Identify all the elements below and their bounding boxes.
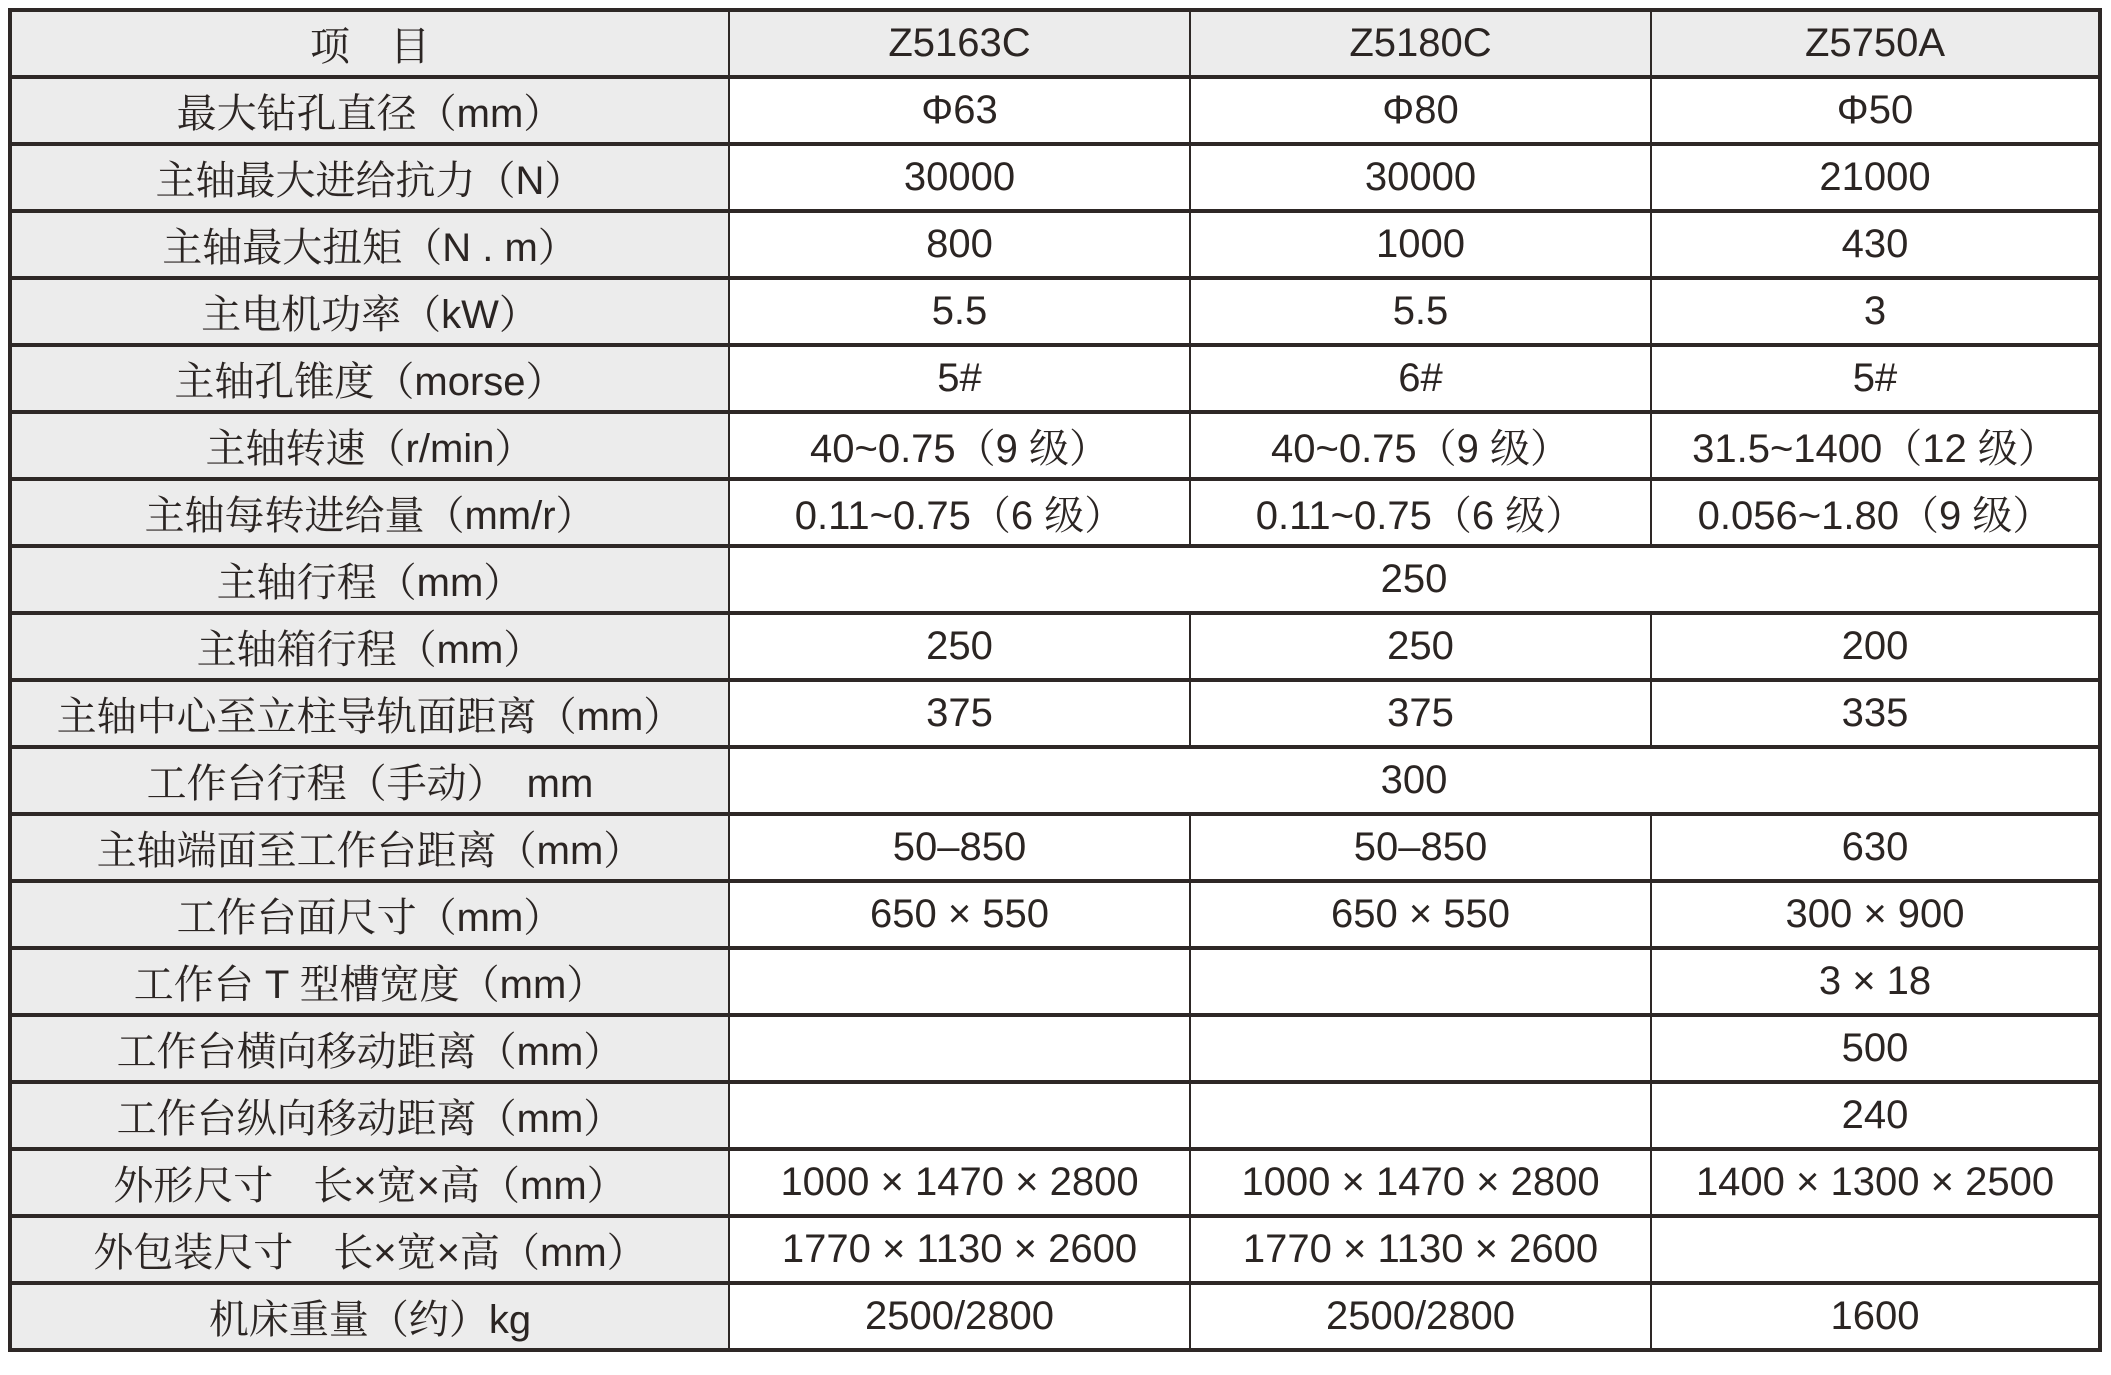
spec-value: 335 <box>1651 680 2100 747</box>
table-body <box>10 77 2100 1350</box>
row-label: 主轴箱行程（mm） <box>10 613 729 680</box>
spec-value: 0.11~0.75（6 级） <box>729 479 1190 546</box>
row-label: 工作台横向移动距离（mm） <box>10 1015 729 1082</box>
spec-value <box>729 948 1190 1015</box>
spec-value: 375 <box>1190 680 1651 747</box>
row-label: 工作台行程（手动） mm <box>10 747 729 814</box>
row-label: 主电机功率（kW） <box>10 278 729 345</box>
spec-value: 240 <box>1651 1082 2100 1149</box>
spec-value: 21000 <box>1651 144 2100 211</box>
table-row <box>10 814 2100 881</box>
spec-value: 1000 × 1470 × 2800 <box>729 1149 1190 1216</box>
row-label: 主轴最大扭矩（N . m） <box>10 211 729 278</box>
spec-value: 2500/2800 <box>729 1283 1190 1350</box>
spec-value: 5# <box>1651 345 2100 412</box>
table-row <box>10 345 2100 412</box>
row-label: 主轴每转进给量（mm/r） <box>10 479 729 546</box>
row-label: 工作台 T 型槽宽度（mm） <box>10 948 729 1015</box>
spec-value: 31.5~1400（12 级） <box>1651 412 2100 479</box>
header-model-z5750a: Z5750A <box>1651 10 2100 77</box>
spec-value <box>1190 948 1651 1015</box>
table-row <box>10 546 2100 613</box>
table-row <box>10 613 2100 680</box>
table-row <box>10 211 2100 278</box>
spec-value: 5.5 <box>1190 278 1651 345</box>
spec-value: 30000 <box>1190 144 1651 211</box>
spec-value <box>1190 1015 1651 1082</box>
table-row <box>10 680 2100 747</box>
table-row <box>10 1283 2100 1350</box>
spec-value: 1600 <box>1651 1283 2100 1350</box>
spec-value: 40~0.75（9 级） <box>1190 412 1651 479</box>
spec-value: Φ63 <box>729 77 1190 144</box>
spec-table <box>8 8 2102 1352</box>
spec-value <box>1190 1082 1651 1149</box>
spec-value: 6# <box>1190 345 1651 412</box>
spec-value: 500 <box>1651 1015 2100 1082</box>
spec-value: 650 × 550 <box>729 881 1190 948</box>
spec-value: 50–850 <box>729 814 1190 881</box>
spec-value: 650 × 550 <box>1190 881 1651 948</box>
table-row <box>10 278 2100 345</box>
row-label: 主轴中心至立柱导轨面距离（mm） <box>10 680 729 747</box>
header-model-z5180c: Z5180C <box>1190 10 1651 77</box>
table-row <box>10 144 2100 211</box>
row-label: 外形尺寸 长×宽×高（mm） <box>10 1149 729 1216</box>
table-row <box>10 412 2100 479</box>
spec-value: 300 × 900 <box>1651 881 2100 948</box>
row-label: 主轴孔锥度（morse） <box>10 345 729 412</box>
spec-value: 630 <box>1651 814 2100 881</box>
merged-spec-value: 300 <box>729 747 2100 814</box>
spec-value <box>729 1082 1190 1149</box>
spec-value: 1770 × 1130 × 2600 <box>729 1216 1190 1283</box>
table-row <box>10 77 2100 144</box>
spec-value: 0.056~1.80（9 级） <box>1651 479 2100 546</box>
spec-value: 3 × 18 <box>1651 948 2100 1015</box>
spec-value: 5# <box>729 345 1190 412</box>
spec-value: 1000 <box>1190 211 1651 278</box>
table-row <box>10 1149 2100 1216</box>
table-row <box>10 1015 2100 1082</box>
row-label: 主轴最大进给抗力（N） <box>10 144 729 211</box>
spec-value: 3 <box>1651 278 2100 345</box>
spec-value: Φ50 <box>1651 77 2100 144</box>
row-label: 主轴端面至工作台距离（mm） <box>10 814 729 881</box>
spec-value: 1000 × 1470 × 2800 <box>1190 1149 1651 1216</box>
header-model-z5163c: Z5163C <box>729 10 1190 77</box>
row-label: 工作台纵向移动距离（mm） <box>10 1082 729 1149</box>
row-label: 最大钻孔直径（mm） <box>10 77 729 144</box>
table-row <box>10 1082 2100 1149</box>
spec-value: 30000 <box>729 144 1190 211</box>
spec-value: 40~0.75（9 级） <box>729 412 1190 479</box>
spec-value: 0.11~0.75（6 级） <box>1190 479 1651 546</box>
row-label: 工作台面尺寸（mm） <box>10 881 729 948</box>
spec-value: 250 <box>1190 613 1651 680</box>
spec-value: 5.5 <box>729 278 1190 345</box>
spec-value: 800 <box>729 211 1190 278</box>
spec-value: 250 <box>729 613 1190 680</box>
spec-value: 50–850 <box>1190 814 1651 881</box>
spec-value <box>729 1015 1190 1082</box>
row-label: 外包装尺寸 长×宽×高（mm） <box>10 1216 729 1283</box>
row-label: 主轴转速（r/min） <box>10 412 729 479</box>
spec-value: 430 <box>1651 211 2100 278</box>
spec-value: 2500/2800 <box>1190 1283 1651 1350</box>
spec-value: Φ80 <box>1190 77 1651 144</box>
row-label: 主轴行程（mm） <box>10 546 729 613</box>
spec-value <box>1651 1216 2100 1283</box>
table-row <box>10 747 2100 814</box>
merged-spec-value: 250 <box>729 546 2100 613</box>
row-label: 机床重量（约）kg <box>10 1283 729 1350</box>
table-row <box>10 1216 2100 1283</box>
table-row <box>10 479 2100 546</box>
table-row <box>10 948 2100 1015</box>
header-item-column: 项 目 <box>10 10 729 77</box>
spec-value: 1400 × 1300 × 2500 <box>1651 1149 2100 1216</box>
spec-value: 200 <box>1651 613 2100 680</box>
spec-value: 375 <box>729 680 1190 747</box>
spec-value: 1770 × 1130 × 2600 <box>1190 1216 1651 1283</box>
header-row <box>10 10 2100 77</box>
table-row <box>10 881 2100 948</box>
